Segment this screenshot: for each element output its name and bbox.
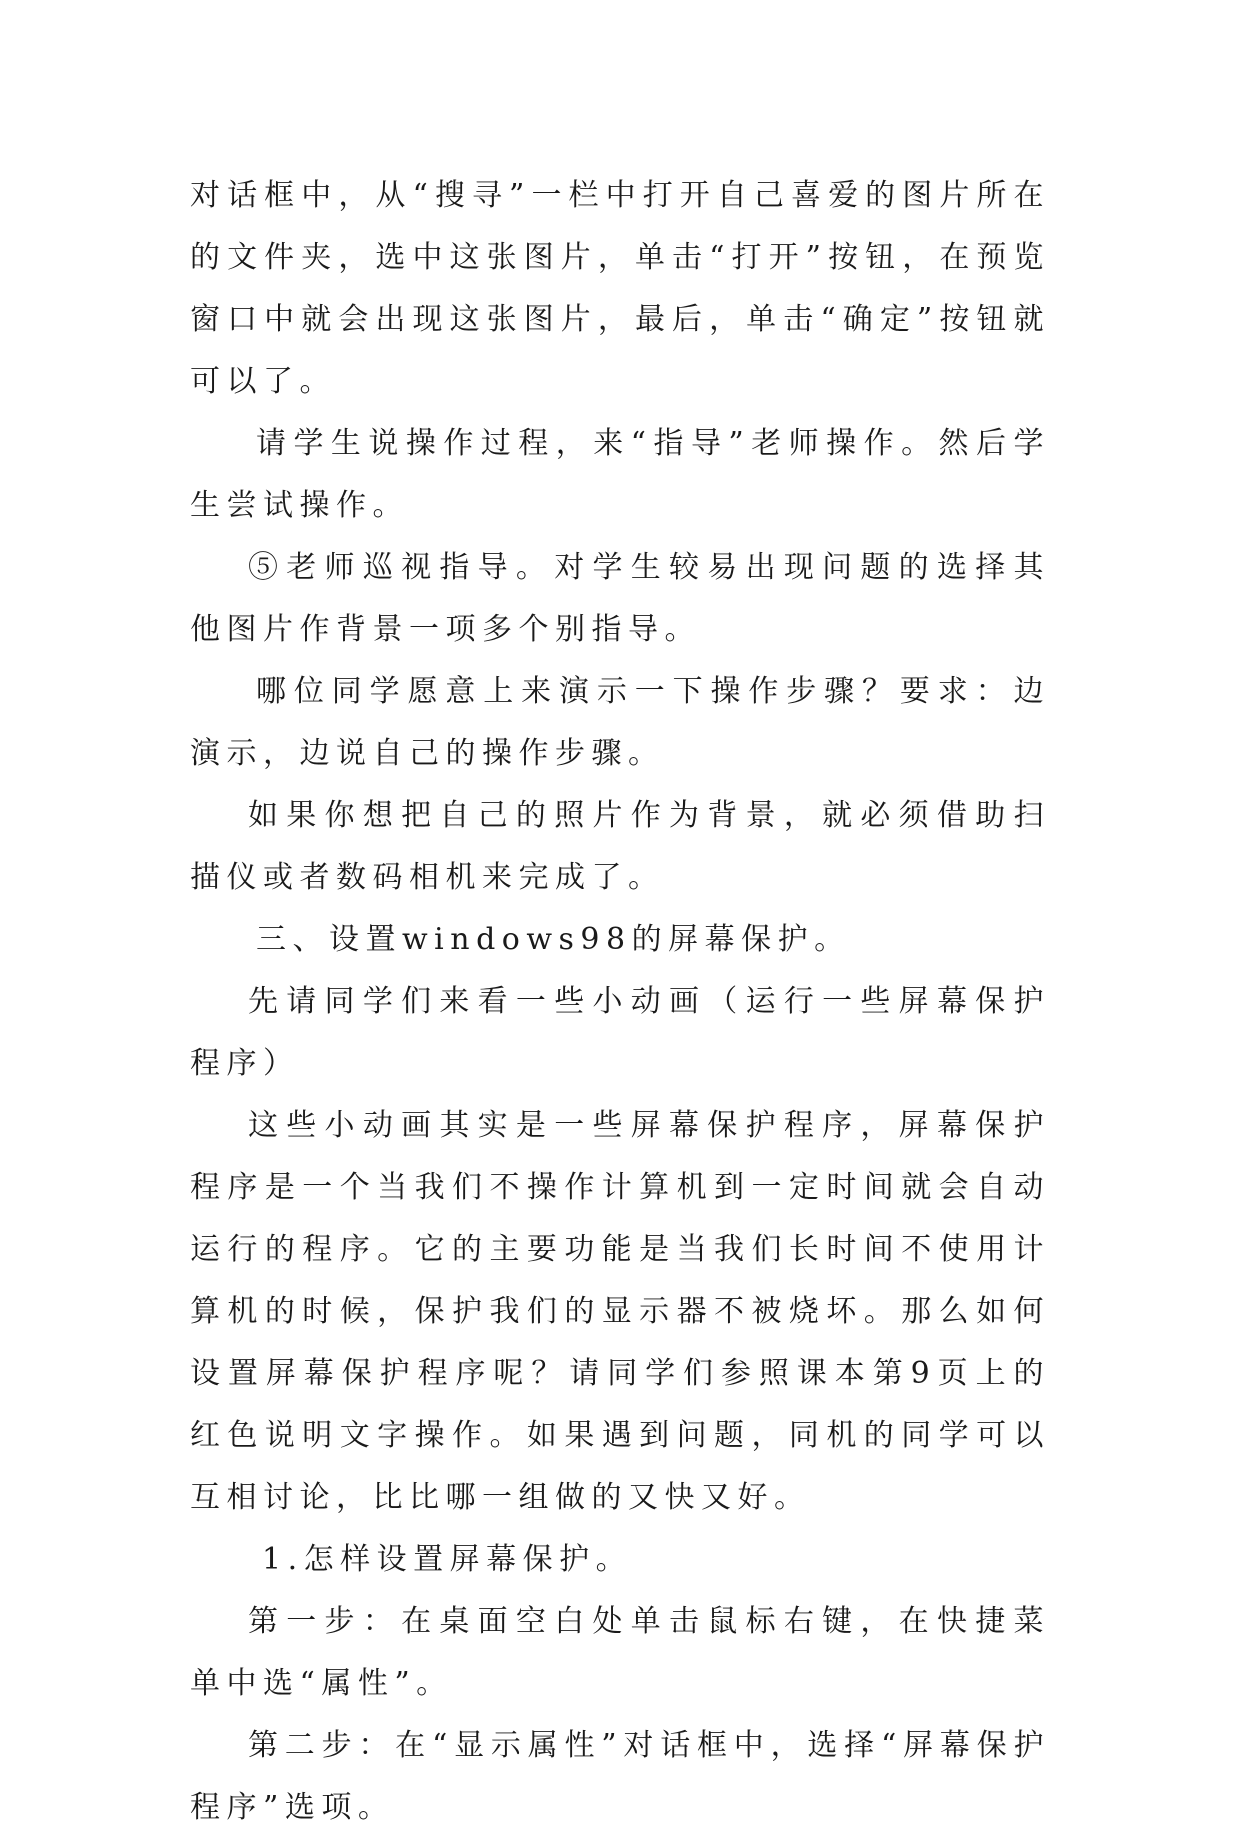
section-heading-screensaver: 三、设置windows98的屏幕保护。 (256, 922, 851, 957)
subheading-how-to-set: 1.怎样设置屏幕保护。 (262, 1542, 633, 1577)
paragraph-step-two: 第二步：在“显示属性”对话框中，选择“屏幕保护程序”选项。 (190, 1728, 1050, 1825)
paragraph-step-one: 第一步：在桌面空白处单击鼠标右键，在快捷菜单中选“属性”。 (190, 1604, 1050, 1701)
paragraph-student-guides: 请学生说操作过程，来“指导”老师操作。然后学生尝试操作。 (190, 426, 1050, 523)
paragraph-dialog-steps: 对话框中，从“搜寻”一栏中打开自己喜爱的图片所在的文件夹，选中这张图片，单击“打开”按钮，在预览窗口中就会出现这张图片，最后，单击“确定”按钮就可以了。 (190, 178, 1050, 399)
document-body (190, 165, 1050, 1839)
paragraph-teacher-patrol: ⑤老师巡视指导。对学生较易出现问题的选择其他图片作背景一项多个别指导。 (190, 550, 1050, 647)
paragraph-demo-request: 哪位同学愿意上来演示一下操作步骤？要求：边演示，边说自己的操作步骤。 (190, 674, 1050, 771)
paragraph-animations-intro: 先请同学们来看一些小动画（运行一些屏幕保护程序） (190, 984, 1050, 1081)
paragraph-own-photo: 如果你想把自己的照片作为背景，就必须借助扫描仪或者数码相机来完成了。 (190, 798, 1050, 895)
paragraph-screensaver-explanation: 这些小动画其实是一些屏幕保护程序，屏幕保护程序是一个当我们不操作计算机到一定时间就会自动运行的程序。它的主要功能是当我们长时间不使用计算机的时候，保护我们的显示器不被烧坏。那么如何设置屏幕保护程序呢？请同学们参照课本第9页上的红色说明文字操作。如果遇到问题，同机的同学可以互相讨论，比比哪一组做的又快又好。 (190, 1108, 1050, 1515)
